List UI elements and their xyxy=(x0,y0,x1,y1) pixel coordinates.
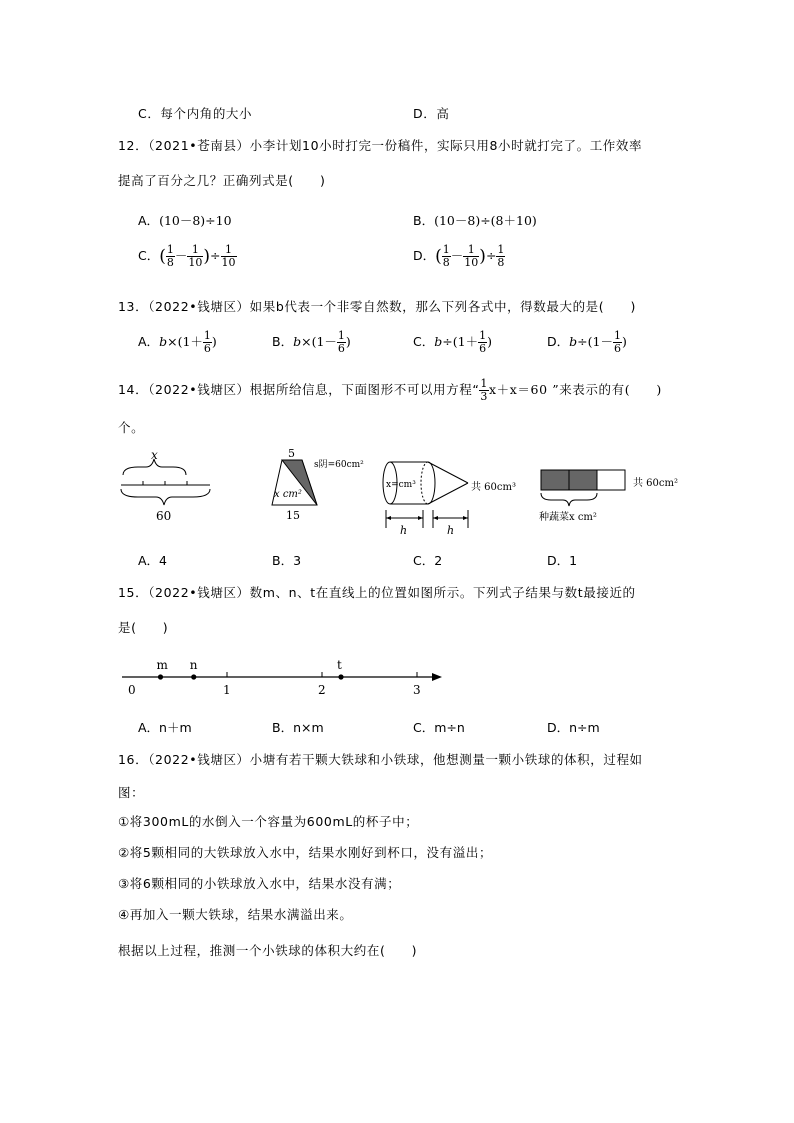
q14-option-c: C．2 xyxy=(413,553,443,568)
q12-option-d: D．( $\frac{1}{8}$ － $\frac{1}{10}$ )÷ $\frac{1}{8}$ xyxy=(413,243,505,269)
point-label-m: m xyxy=(156,658,168,672)
option-label: A． xyxy=(138,213,160,228)
option-label: D． xyxy=(413,248,436,263)
figure-label-bottom: 15 xyxy=(286,509,300,522)
q14-option-b: B．3 xyxy=(272,553,302,568)
q13-option-d: D．b÷(1－ $\frac{1}{6}$ ) xyxy=(547,329,627,355)
q12-stem-line1: 12．（2021•苍南县）小李计划10小时打完一份稿件，实际只用8小时就打完了。工作效率 xyxy=(118,138,643,153)
q15-number-line xyxy=(118,650,458,700)
figure-label-total: 共 60cm³ xyxy=(471,482,516,493)
figure-label-inner: x=cm³ xyxy=(386,480,416,490)
q16-step-1: ①将300mL的水倒入一个容量为600mL的杯子中； xyxy=(118,814,419,829)
q13-option-a: A．b×(1＋ $\frac{1}{6}$ ) xyxy=(138,329,217,355)
q12-option-c: C．( $\frac{1}{8}$ － $\frac{1}{10}$ )÷ $\frac{1}{10}$ xyxy=(138,243,236,269)
fraction: $\frac{1}{3}$ xyxy=(480,377,489,403)
q15-option-c: C．m÷n xyxy=(413,720,465,735)
figure-label-area: s阴=60cm² xyxy=(314,460,364,470)
fraction: $\frac{1}{6}$ xyxy=(203,329,211,355)
q14-figure-bar xyxy=(535,462,695,532)
figure-label-inner: x cm² xyxy=(274,489,302,500)
tick-label: 0 xyxy=(128,683,136,697)
point-label-n: n xyxy=(189,658,198,672)
q15-stem-line1: 15．（2022•钱塘区）数m、n、t在直线上的位置如图所示。下列式子结果与数t最接近的 xyxy=(118,585,636,600)
q15-stem-line2: 是( ) xyxy=(118,620,169,635)
fraction: $\frac{1}{6}$ xyxy=(479,329,487,355)
q15-option-b: B．n×m xyxy=(272,720,324,735)
option-label: B． xyxy=(413,213,435,228)
figure-label-60: 60 xyxy=(156,509,172,523)
tick-label: 3 xyxy=(413,683,421,697)
tick-label: 2 xyxy=(318,683,326,697)
q16-question: 根据以上过程，推测一个小铁球的体积大约在( ) xyxy=(118,943,418,958)
figure-label-total: 共 60cm² xyxy=(633,478,678,489)
figure-label-below: 种蔬菜x cm² xyxy=(539,512,597,523)
point-label-t: t xyxy=(337,658,342,672)
q16-step-2: ②将5颗相同的大铁球放入水中，结果水刚好到杯口，没有溢出； xyxy=(118,845,493,860)
q11-option-d: D．高 xyxy=(413,106,450,121)
q12-option-a xyxy=(138,211,232,229)
q16-step-4: ④再加入一颗大铁球，结果水满溢出来。 xyxy=(118,907,353,922)
tick-label: 1 xyxy=(223,683,231,697)
q16-step-3: ③将6颗相同的小铁球放入水中，结果水没有满； xyxy=(118,876,401,891)
q14-figure-trapezoid xyxy=(262,445,382,525)
fraction: $\frac{1}{10}$ xyxy=(188,243,203,269)
q14-stem-line1: 14．（2022•钱塘区）根据所给信息，下面图形不可以用方程“ $\frac{1}{3}$ x＋x＝60 ”来表示的有( ) xyxy=(118,377,662,403)
q14-figure-segment xyxy=(118,445,218,525)
q14-stem-line2: 个。 xyxy=(118,420,145,435)
fraction: $\frac{1}{8}$ xyxy=(497,243,505,269)
fraction: $\frac{1}{6}$ xyxy=(613,329,621,355)
q16-stem-line1: 16．（2022•钱塘区）小塘有若干颗大铁球和小铁球，他想测量一颗小铁球的体积，过程如 xyxy=(118,752,643,767)
point-t xyxy=(338,674,343,679)
q13-option-b: B．b×(1－ $\frac{1}{6}$ ) xyxy=(272,329,351,355)
fraction: $\frac{1}{8}$ xyxy=(442,243,450,269)
figure-label-h2: h xyxy=(447,524,455,537)
q16-stem-line2: 图： xyxy=(118,785,145,800)
figure-label-x: x xyxy=(151,448,158,462)
q11-option-c: C．每个内角的大小 xyxy=(138,106,253,121)
fraction: $\frac{1}{8}$ xyxy=(166,243,174,269)
q14-figure-cylinder-cone xyxy=(378,450,528,540)
figure-label-top: 5 xyxy=(288,447,295,460)
option-expression: (10－8)÷10 xyxy=(159,213,232,228)
figure-label-h1: h xyxy=(400,524,408,537)
fraction: $\frac{1}{10}$ xyxy=(464,243,479,269)
q14-option-a: A．4 xyxy=(138,553,168,568)
fraction: $\frac{1}{6}$ xyxy=(337,329,345,355)
q12-stem-line2: 提高了百分之几？正确列式是( ) xyxy=(118,173,326,188)
q13-option-c: C．b÷(1＋ $\frac{1}{6}$ ) xyxy=(413,329,492,355)
q15-option-a: A．n＋m xyxy=(138,720,192,735)
option-label: C． xyxy=(138,248,160,263)
fraction: $\frac{1}{10}$ xyxy=(221,243,236,269)
q12-option-b xyxy=(413,211,537,229)
point-m xyxy=(158,674,163,679)
point-n xyxy=(191,674,196,679)
q15-option-d: D．n÷m xyxy=(547,720,600,735)
q14-option-d: D．1 xyxy=(547,553,578,568)
q13-stem: 13．（2022•钱塘区）如果b代表一个非零自然数，那么下列各式中，得数最大的是( ) xyxy=(118,299,636,314)
option-expression: (10－8)÷(8＋10) xyxy=(434,213,537,228)
